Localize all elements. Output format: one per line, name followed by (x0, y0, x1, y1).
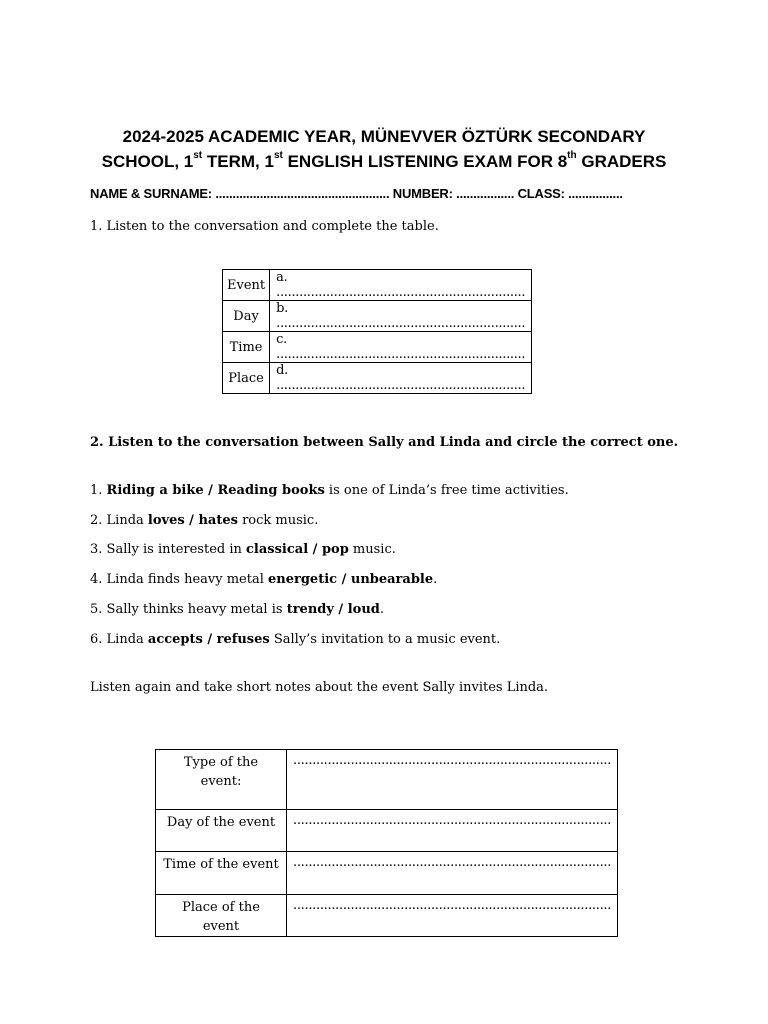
title-sup: st (193, 150, 203, 162)
item-choice[interactable]: Riding a bike / Reading books (106, 483, 325, 498)
question-2-item-5 (90, 602, 384, 617)
question-2-item-3 (90, 542, 396, 557)
title-sup: st (273, 150, 283, 162)
table-row (156, 750, 618, 810)
question-2-item-2 (90, 513, 318, 528)
item-text: Sally is interested in (102, 542, 247, 557)
question-2-item-6 (90, 632, 500, 647)
item-text: . (433, 572, 438, 587)
note-blank[interactable]: ................................................................................... (287, 810, 618, 852)
table-row (223, 363, 532, 394)
answer-blank[interactable]: c. ................................................................. (270, 332, 532, 363)
table-row (223, 270, 532, 301)
notes-instruction: Listen again and take short notes about the event Sally invites Linda. (90, 680, 549, 695)
item-text: . (379, 602, 384, 617)
item-text: Sally thinks heavy metal is (102, 602, 287, 617)
note-blank[interactable]: ................................................................................... (287, 750, 618, 810)
item-text: Sally’s invitation to a music event. (269, 632, 501, 647)
row-label: Place of the event (156, 895, 287, 937)
title-text: SCHOOL, 1 (101, 152, 194, 171)
row-label: Place (223, 363, 270, 394)
item-choice[interactable]: loves / hates (147, 513, 238, 528)
table-row (223, 332, 532, 363)
exam-title-line-1: 2024-2025 ACADEMIC YEAR, MÜNEVVER ÖZTÜRK SECONDARY (122, 127, 646, 146)
table-row (223, 301, 532, 332)
row-label: Time of the event (156, 852, 287, 895)
title-text: ENGLISH LISTENING EXAM FOR 8 (282, 152, 568, 171)
answer-blank[interactable]: d. ................................................................. (270, 363, 532, 394)
question-2-item-4 (90, 572, 437, 587)
title-sup: th (567, 150, 577, 162)
item-text: music. (348, 542, 396, 557)
table-row (156, 852, 618, 895)
item-text: Linda (102, 513, 148, 528)
note-blank[interactable]: ................................................................................... (287, 895, 618, 937)
item-text: Linda finds heavy metal (102, 572, 268, 587)
row-label: Day (223, 301, 270, 332)
row-label: Type of the event: (156, 750, 287, 810)
question-2-item-1 (90, 483, 569, 498)
item-number: 5. (90, 602, 103, 617)
item-text: Linda (102, 632, 148, 647)
item-choice[interactable]: classical / pop (246, 542, 349, 557)
row-label: Event (223, 270, 270, 301)
student-info-line[interactable]: NAME & SURNAME: ................................................... NUMBER: ................. CLASS: ................ (90, 186, 623, 201)
title-text: TERM, 1 (202, 152, 274, 171)
table-row (156, 810, 618, 852)
question-1-instruction: 1. Listen to the conversation and complete the table. (90, 219, 439, 234)
item-choice[interactable]: trendy / loud (286, 602, 380, 617)
item-text: is one of Linda’s free time activities. (324, 483, 569, 498)
title-text: GRADERS (576, 152, 667, 171)
exam-title-line-2 (60, 149, 708, 174)
table-row (156, 895, 618, 937)
item-choice[interactable]: accepts / refuses (147, 632, 270, 647)
item-text: rock music. (237, 513, 319, 528)
item-number: 6. (90, 632, 103, 647)
answer-blank[interactable]: a. ................................................................. (270, 270, 532, 301)
item-number: 3. (90, 542, 103, 557)
note-blank[interactable]: ................................................................................... (287, 852, 618, 895)
item-number: 1. (90, 483, 103, 498)
answer-blank[interactable]: b. ................................................................. (270, 301, 532, 332)
question-2-instruction: 2. Listen to the conversation between Sally and Linda and circle the correct one. (90, 435, 679, 450)
item-number: 2. (90, 513, 103, 528)
event-notes-table (155, 749, 618, 937)
item-choice[interactable]: energetic / unbearable (268, 572, 434, 587)
item-number: 4. (90, 572, 103, 587)
row-label: Time (223, 332, 270, 363)
row-label: Day of the event (156, 810, 287, 852)
question-1-table (222, 269, 532, 394)
